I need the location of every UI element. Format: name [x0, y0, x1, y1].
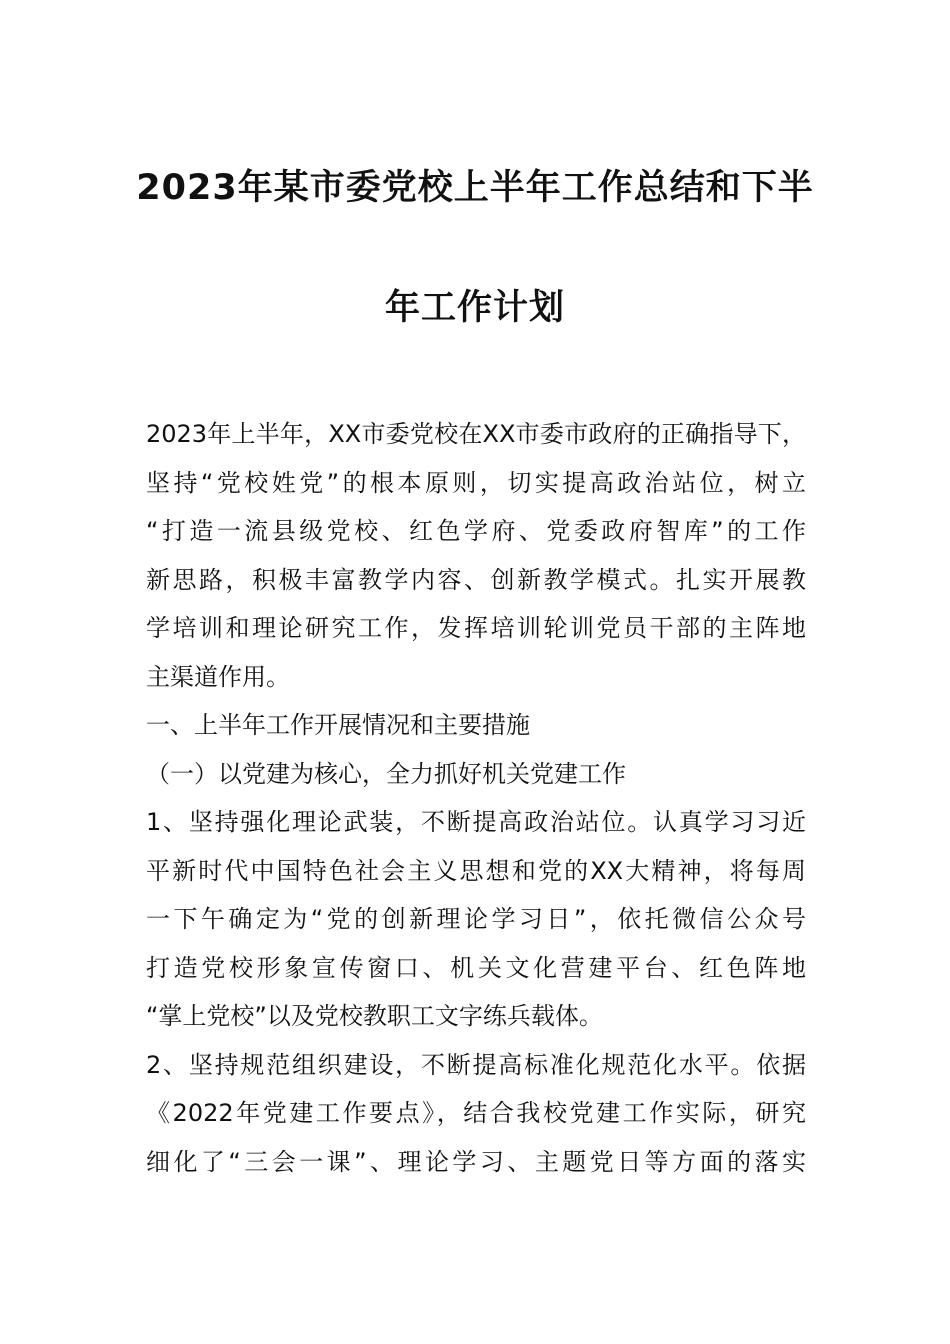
text-line: 坚持“党校姓党”的根本原则，切实提高政治站位，树立	[146, 468, 806, 497]
document-body	[146, 410, 806, 1186]
text-line: 2、坚持规范组织建设，不断提高标准化规范化水平。依据	[146, 1050, 806, 1079]
text-line: （一）以党建为核心，全力抓好机关党建工作	[146, 759, 626, 788]
text-line: 2023年上半年，XX市委党校在XX市委市政府的正确指导下，	[146, 420, 806, 448]
text-line: 《2022年党建工作要点》，结合我校党建工作实际，研究	[146, 1099, 806, 1127]
text-line: 学培训和理论研究工作，发挥培训轮训党员干部的主阵地	[146, 614, 806, 642]
text-line: 平新时代中国特色社会主义思想和党的XX大精神，将每周	[146, 856, 806, 885]
subsection-heading	[146, 750, 806, 799]
paragraph-intro	[146, 410, 806, 701]
document-title-line-2: 年工作计划	[384, 288, 565, 328]
text-line: 细化了“三会一课”、理论学习、主题党日等方面的落实	[146, 1147, 806, 1176]
text-line: 一下午确定为“党的创新理论学习日”，依托微信公众号	[146, 905, 806, 933]
text-line: “掌上党校”以及党校教职工文字练兵载体。	[146, 1002, 603, 1030]
document-title-line-1: 2023年某市委党校上半年工作总结和下半	[136, 168, 814, 208]
text-line: 新思路，积极丰富教学内容、创新教学模式。扎实开展教	[146, 565, 806, 594]
text-line: 一、上半年工作开展情况和主要措施	[146, 711, 530, 739]
section-heading	[146, 701, 806, 750]
text-line: 主渠道作用。	[146, 662, 290, 691]
paragraph-item-1	[146, 798, 806, 1041]
paragraph-item-2	[146, 1041, 806, 1187]
text-line: 打造党校形象宣传窗口、机关文化营建平台、红色阵地	[146, 953, 806, 982]
text-line: 1、坚持强化理论武装，不断提高政治站位。认真学习习近	[146, 808, 806, 836]
text-line: “打造一流县级党校、红色学府、党委政府智库”的工作	[146, 517, 806, 545]
